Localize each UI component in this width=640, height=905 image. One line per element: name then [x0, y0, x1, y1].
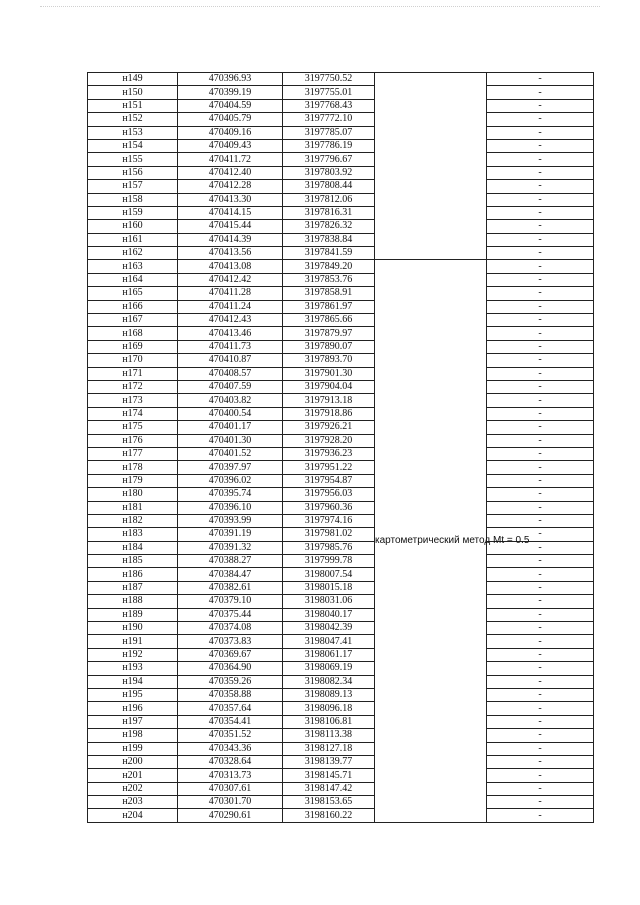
point-id-cell: н193 [88, 662, 178, 675]
error-cell: - [487, 126, 594, 139]
error-cell: - [487, 86, 594, 99]
y-coordinate-cell: 3197853.76 [283, 273, 375, 286]
point-id-cell: н196 [88, 702, 178, 715]
x-coordinate-cell: 470403.82 [178, 394, 283, 407]
error-cell: - [487, 715, 594, 728]
y-coordinate-cell: 3198061.17 [283, 648, 375, 661]
coordinates-table-body [88, 73, 594, 823]
x-coordinate-cell: 470401.52 [178, 447, 283, 460]
error-cell: - [487, 796, 594, 809]
point-id-cell: н180 [88, 488, 178, 501]
error-cell: - [487, 675, 594, 688]
x-coordinate-cell: 470393.99 [178, 514, 283, 527]
point-id-cell: н156 [88, 166, 178, 179]
x-coordinate-cell: 470400.54 [178, 407, 283, 420]
y-coordinate-cell: 3197750.52 [283, 73, 375, 86]
table-row [88, 166, 594, 179]
point-id-cell: н182 [88, 514, 178, 527]
x-coordinate-cell: 470413.08 [178, 260, 283, 273]
table-row [88, 180, 594, 193]
error-cell: - [487, 595, 594, 608]
table-row [88, 555, 594, 568]
table-row [88, 153, 594, 166]
y-coordinate-cell: 3198007.54 [283, 568, 375, 581]
error-cell: - [487, 702, 594, 715]
point-id-cell: н186 [88, 568, 178, 581]
table-row [88, 488, 594, 501]
y-coordinate-cell: 3197865.66 [283, 314, 375, 327]
y-coordinate-cell: 3198106.81 [283, 715, 375, 728]
table-row [88, 461, 594, 474]
y-coordinate-cell: 3198139.77 [283, 755, 375, 768]
x-coordinate-cell: 470396.93 [178, 73, 283, 86]
table-row [88, 675, 594, 688]
table-row [88, 702, 594, 715]
table-row [88, 501, 594, 514]
y-coordinate-cell: 3197768.43 [283, 99, 375, 112]
point-id-cell: н201 [88, 769, 178, 782]
point-id-cell: н173 [88, 394, 178, 407]
y-coordinate-cell: 3197772.10 [283, 113, 375, 126]
y-coordinate-cell: 3197936.23 [283, 447, 375, 460]
error-cell: - [487, 180, 594, 193]
table-row [88, 715, 594, 728]
error-cell: - [487, 541, 594, 554]
point-id-cell: н190 [88, 622, 178, 635]
method-cell-empty [375, 73, 487, 260]
point-id-cell: н168 [88, 327, 178, 340]
y-coordinate-cell: 3197999.78 [283, 555, 375, 568]
error-cell: - [487, 73, 594, 86]
error-cell: - [487, 407, 594, 420]
table-row [88, 729, 594, 742]
table-row [88, 220, 594, 233]
point-id-cell: н178 [88, 461, 178, 474]
y-coordinate-cell: 3197926.21 [283, 421, 375, 434]
y-coordinate-cell: 3197861.97 [283, 300, 375, 313]
point-id-cell: н153 [88, 126, 178, 139]
y-coordinate-cell: 3197803.92 [283, 166, 375, 179]
y-coordinate-cell: 3197893.70 [283, 354, 375, 367]
y-coordinate-cell: 3197808.44 [283, 180, 375, 193]
error-cell: - [487, 809, 594, 822]
error-cell: - [487, 434, 594, 447]
y-coordinate-cell: 3197954.87 [283, 474, 375, 487]
x-coordinate-cell: 470384.47 [178, 568, 283, 581]
table-row [88, 273, 594, 286]
y-coordinate-cell: 3198160.22 [283, 809, 375, 822]
point-id-cell: н185 [88, 555, 178, 568]
point-id-cell: н152 [88, 113, 178, 126]
error-cell: - [487, 354, 594, 367]
point-id-cell: н172 [88, 380, 178, 393]
y-coordinate-cell: 3198015.18 [283, 581, 375, 594]
error-cell: - [487, 474, 594, 487]
y-coordinate-cell: 3198089.13 [283, 688, 375, 701]
table-row [88, 367, 594, 380]
y-coordinate-cell: 3197785.07 [283, 126, 375, 139]
error-cell: - [487, 782, 594, 795]
error-cell: - [487, 581, 594, 594]
point-id-cell: н160 [88, 220, 178, 233]
y-coordinate-cell: 3198145.71 [283, 769, 375, 782]
x-coordinate-cell: 470396.02 [178, 474, 283, 487]
error-cell: - [487, 113, 594, 126]
point-id-cell: н184 [88, 541, 178, 554]
error-cell: - [487, 447, 594, 460]
point-id-cell: н170 [88, 354, 178, 367]
y-coordinate-cell: 3197981.02 [283, 528, 375, 541]
x-coordinate-cell: 470415.44 [178, 220, 283, 233]
table-row [88, 608, 594, 621]
table-row [88, 193, 594, 206]
table-row [88, 206, 594, 219]
y-coordinate-cell: 3197956.03 [283, 488, 375, 501]
error-cell: - [487, 421, 594, 434]
error-cell: - [487, 528, 594, 541]
table-row [88, 635, 594, 648]
x-coordinate-cell: 470388.27 [178, 555, 283, 568]
y-coordinate-cell: 3197841.59 [283, 247, 375, 260]
x-coordinate-cell: 470412.42 [178, 273, 283, 286]
table-row [88, 581, 594, 594]
error-cell: - [487, 394, 594, 407]
table-row [88, 300, 594, 313]
x-coordinate-cell: 470407.59 [178, 380, 283, 393]
x-coordinate-cell: 470375.44 [178, 608, 283, 621]
point-id-cell: н159 [88, 206, 178, 219]
point-id-cell: н163 [88, 260, 178, 273]
y-coordinate-cell: 3197858.91 [283, 287, 375, 300]
table-row [88, 314, 594, 327]
x-coordinate-cell: 470354.41 [178, 715, 283, 728]
point-id-cell: н162 [88, 247, 178, 260]
point-id-cell: н150 [88, 86, 178, 99]
table-row [88, 407, 594, 420]
point-id-cell: н154 [88, 139, 178, 152]
point-id-cell: н197 [88, 715, 178, 728]
x-coordinate-cell: 470408.57 [178, 367, 283, 380]
x-coordinate-cell: 470412.28 [178, 180, 283, 193]
error-cell: - [487, 166, 594, 179]
error-cell: - [487, 380, 594, 393]
x-coordinate-cell: 470413.46 [178, 327, 283, 340]
point-id-cell: н175 [88, 421, 178, 434]
x-coordinate-cell: 470369.67 [178, 648, 283, 661]
error-cell: - [487, 300, 594, 313]
point-id-cell: н191 [88, 635, 178, 648]
table-row [88, 113, 594, 126]
x-coordinate-cell: 470391.32 [178, 541, 283, 554]
error-cell: - [487, 260, 594, 273]
x-coordinate-cell: 470413.56 [178, 247, 283, 260]
y-coordinate-cell: 3197974.16 [283, 514, 375, 527]
x-coordinate-cell: 470374.08 [178, 622, 283, 635]
table-row [88, 126, 594, 139]
y-coordinate-cell: 3197951.22 [283, 461, 375, 474]
y-coordinate-cell: 3197918.86 [283, 407, 375, 420]
x-coordinate-cell: 470313.73 [178, 769, 283, 782]
x-coordinate-cell: 470359.26 [178, 675, 283, 688]
error-cell: - [487, 367, 594, 380]
x-coordinate-cell: 470397.97 [178, 461, 283, 474]
table-row [88, 86, 594, 99]
y-coordinate-cell: 3197928.20 [283, 434, 375, 447]
error-cell: - [487, 488, 594, 501]
table-row [88, 434, 594, 447]
y-coordinate-cell: 3197960.36 [283, 501, 375, 514]
x-coordinate-cell: 470411.24 [178, 300, 283, 313]
error-cell: - [487, 555, 594, 568]
table-row [88, 595, 594, 608]
point-id-cell: н169 [88, 340, 178, 353]
x-coordinate-cell: 470328.64 [178, 755, 283, 768]
error-cell: - [487, 729, 594, 742]
x-coordinate-cell: 470351.52 [178, 729, 283, 742]
error-cell: - [487, 688, 594, 701]
x-coordinate-cell: 470290.61 [178, 809, 283, 822]
error-cell: - [487, 461, 594, 474]
x-coordinate-cell: 470379.10 [178, 595, 283, 608]
x-coordinate-cell: 470414.15 [178, 206, 283, 219]
x-coordinate-cell: 470404.59 [178, 99, 283, 112]
y-coordinate-cell: 3197786.19 [283, 139, 375, 152]
point-id-cell: н164 [88, 273, 178, 286]
error-cell: - [487, 287, 594, 300]
error-cell: - [487, 247, 594, 260]
point-id-cell: н198 [88, 729, 178, 742]
error-cell: - [487, 501, 594, 514]
x-coordinate-cell: 470391.19 [178, 528, 283, 541]
y-coordinate-cell: 3198042.39 [283, 622, 375, 635]
table-row [88, 233, 594, 246]
point-id-cell: н204 [88, 809, 178, 822]
y-coordinate-cell: 3198069.19 [283, 662, 375, 675]
x-coordinate-cell: 470357.64 [178, 702, 283, 715]
y-coordinate-cell: 3197913.18 [283, 394, 375, 407]
y-coordinate-cell: 3197904.04 [283, 380, 375, 393]
method-cell: картометрический метод Mt = 0.5 [375, 260, 487, 822]
y-coordinate-cell: 3198047.41 [283, 635, 375, 648]
point-id-cell: н202 [88, 782, 178, 795]
error-cell: - [487, 742, 594, 755]
error-cell: - [487, 193, 594, 206]
x-coordinate-cell: 470401.30 [178, 434, 283, 447]
table-row [88, 514, 594, 527]
x-coordinate-cell: 470411.28 [178, 287, 283, 300]
y-coordinate-cell: 3198040.17 [283, 608, 375, 621]
table-row [88, 447, 594, 460]
x-coordinate-cell: 470409.16 [178, 126, 283, 139]
x-coordinate-cell: 470358.88 [178, 688, 283, 701]
table-row [88, 688, 594, 701]
point-id-cell: н194 [88, 675, 178, 688]
error-cell: - [487, 622, 594, 635]
table-row [88, 796, 594, 809]
x-coordinate-cell: 470414.39 [178, 233, 283, 246]
scan-header-artifact [40, 6, 600, 13]
point-id-cell: н187 [88, 581, 178, 594]
x-coordinate-cell: 470395.74 [178, 488, 283, 501]
table-row [88, 809, 594, 822]
error-cell: - [487, 220, 594, 233]
table-row [88, 755, 594, 768]
y-coordinate-cell: 3198096.18 [283, 702, 375, 715]
point-id-cell: н195 [88, 688, 178, 701]
point-id-cell: н171 [88, 367, 178, 380]
error-cell: - [487, 153, 594, 166]
coordinates-table [87, 72, 594, 823]
error-cell: - [487, 139, 594, 152]
table-row [88, 622, 594, 635]
error-cell: - [487, 327, 594, 340]
table-row [88, 99, 594, 112]
x-coordinate-cell: 470405.79 [178, 113, 283, 126]
x-coordinate-cell: 470343.36 [178, 742, 283, 755]
table-row [88, 474, 594, 487]
x-coordinate-cell: 470412.40 [178, 166, 283, 179]
table-row [88, 769, 594, 782]
x-coordinate-cell: 470409.43 [178, 139, 283, 152]
table-row [88, 742, 594, 755]
point-id-cell: н188 [88, 595, 178, 608]
table-row [88, 327, 594, 340]
table-row [88, 287, 594, 300]
y-coordinate-cell: 3197755.01 [283, 86, 375, 99]
y-coordinate-cell: 3197796.67 [283, 153, 375, 166]
x-coordinate-cell: 470364.90 [178, 662, 283, 675]
error-cell: - [487, 514, 594, 527]
point-id-cell: н189 [88, 608, 178, 621]
point-id-cell: н167 [88, 314, 178, 327]
y-coordinate-cell: 3197985.76 [283, 541, 375, 554]
table-row [88, 340, 594, 353]
point-id-cell: н161 [88, 233, 178, 246]
y-coordinate-cell: 3198113.38 [283, 729, 375, 742]
table-row [88, 73, 594, 86]
point-id-cell: н177 [88, 447, 178, 460]
error-cell: - [487, 769, 594, 782]
x-coordinate-cell: 470396.10 [178, 501, 283, 514]
table-row [88, 260, 594, 273]
table-row [88, 568, 594, 581]
point-id-cell: н203 [88, 796, 178, 809]
error-cell: - [487, 206, 594, 219]
error-cell: - [487, 568, 594, 581]
point-id-cell: н181 [88, 501, 178, 514]
y-coordinate-cell: 3198147.42 [283, 782, 375, 795]
point-id-cell: н166 [88, 300, 178, 313]
error-cell: - [487, 608, 594, 621]
point-id-cell: н158 [88, 193, 178, 206]
y-coordinate-cell: 3198082.34 [283, 675, 375, 688]
table-row [88, 782, 594, 795]
point-id-cell: н176 [88, 434, 178, 447]
y-coordinate-cell: 3197901.30 [283, 367, 375, 380]
y-coordinate-cell: 3197879.97 [283, 327, 375, 340]
point-id-cell: н149 [88, 73, 178, 86]
error-cell: - [487, 273, 594, 286]
x-coordinate-cell: 470411.72 [178, 153, 283, 166]
y-coordinate-cell: 3198031.06 [283, 595, 375, 608]
x-coordinate-cell: 470399.19 [178, 86, 283, 99]
error-cell: - [487, 314, 594, 327]
point-id-cell: н179 [88, 474, 178, 487]
point-id-cell: н165 [88, 287, 178, 300]
x-coordinate-cell: 470410.87 [178, 354, 283, 367]
table-row [88, 394, 594, 407]
y-coordinate-cell: 3197838.84 [283, 233, 375, 246]
point-id-cell: н199 [88, 742, 178, 755]
point-id-cell: н151 [88, 99, 178, 112]
point-id-cell: н155 [88, 153, 178, 166]
y-coordinate-cell: 3198127.18 [283, 742, 375, 755]
y-coordinate-cell: 3197816.31 [283, 206, 375, 219]
table-row [88, 648, 594, 661]
error-cell: - [487, 635, 594, 648]
point-id-cell: н192 [88, 648, 178, 661]
x-coordinate-cell: 470301.70 [178, 796, 283, 809]
error-cell: - [487, 648, 594, 661]
error-cell: - [487, 340, 594, 353]
y-coordinate-cell: 3197890.07 [283, 340, 375, 353]
point-id-cell: н183 [88, 528, 178, 541]
point-id-cell: н200 [88, 755, 178, 768]
x-coordinate-cell: 470307.61 [178, 782, 283, 795]
error-cell: - [487, 99, 594, 112]
point-id-cell: н157 [88, 180, 178, 193]
x-coordinate-cell: 470382.61 [178, 581, 283, 594]
error-cell: - [487, 662, 594, 675]
table-row [88, 380, 594, 393]
table-row [88, 421, 594, 434]
x-coordinate-cell: 470411.73 [178, 340, 283, 353]
table-row [88, 662, 594, 675]
error-cell: - [487, 755, 594, 768]
x-coordinate-cell: 470401.17 [178, 421, 283, 434]
y-coordinate-cell: 3197849.20 [283, 260, 375, 273]
y-coordinate-cell: 3197826.32 [283, 220, 375, 233]
x-coordinate-cell: 470412.43 [178, 314, 283, 327]
table-row [88, 354, 594, 367]
table-row [88, 247, 594, 260]
y-coordinate-cell: 3198153.65 [283, 796, 375, 809]
x-coordinate-cell: 470373.83 [178, 635, 283, 648]
table-row [88, 139, 594, 152]
error-cell: - [487, 233, 594, 246]
x-coordinate-cell: 470413.30 [178, 193, 283, 206]
point-id-cell: н174 [88, 407, 178, 420]
y-coordinate-cell: 3197812.06 [283, 193, 375, 206]
